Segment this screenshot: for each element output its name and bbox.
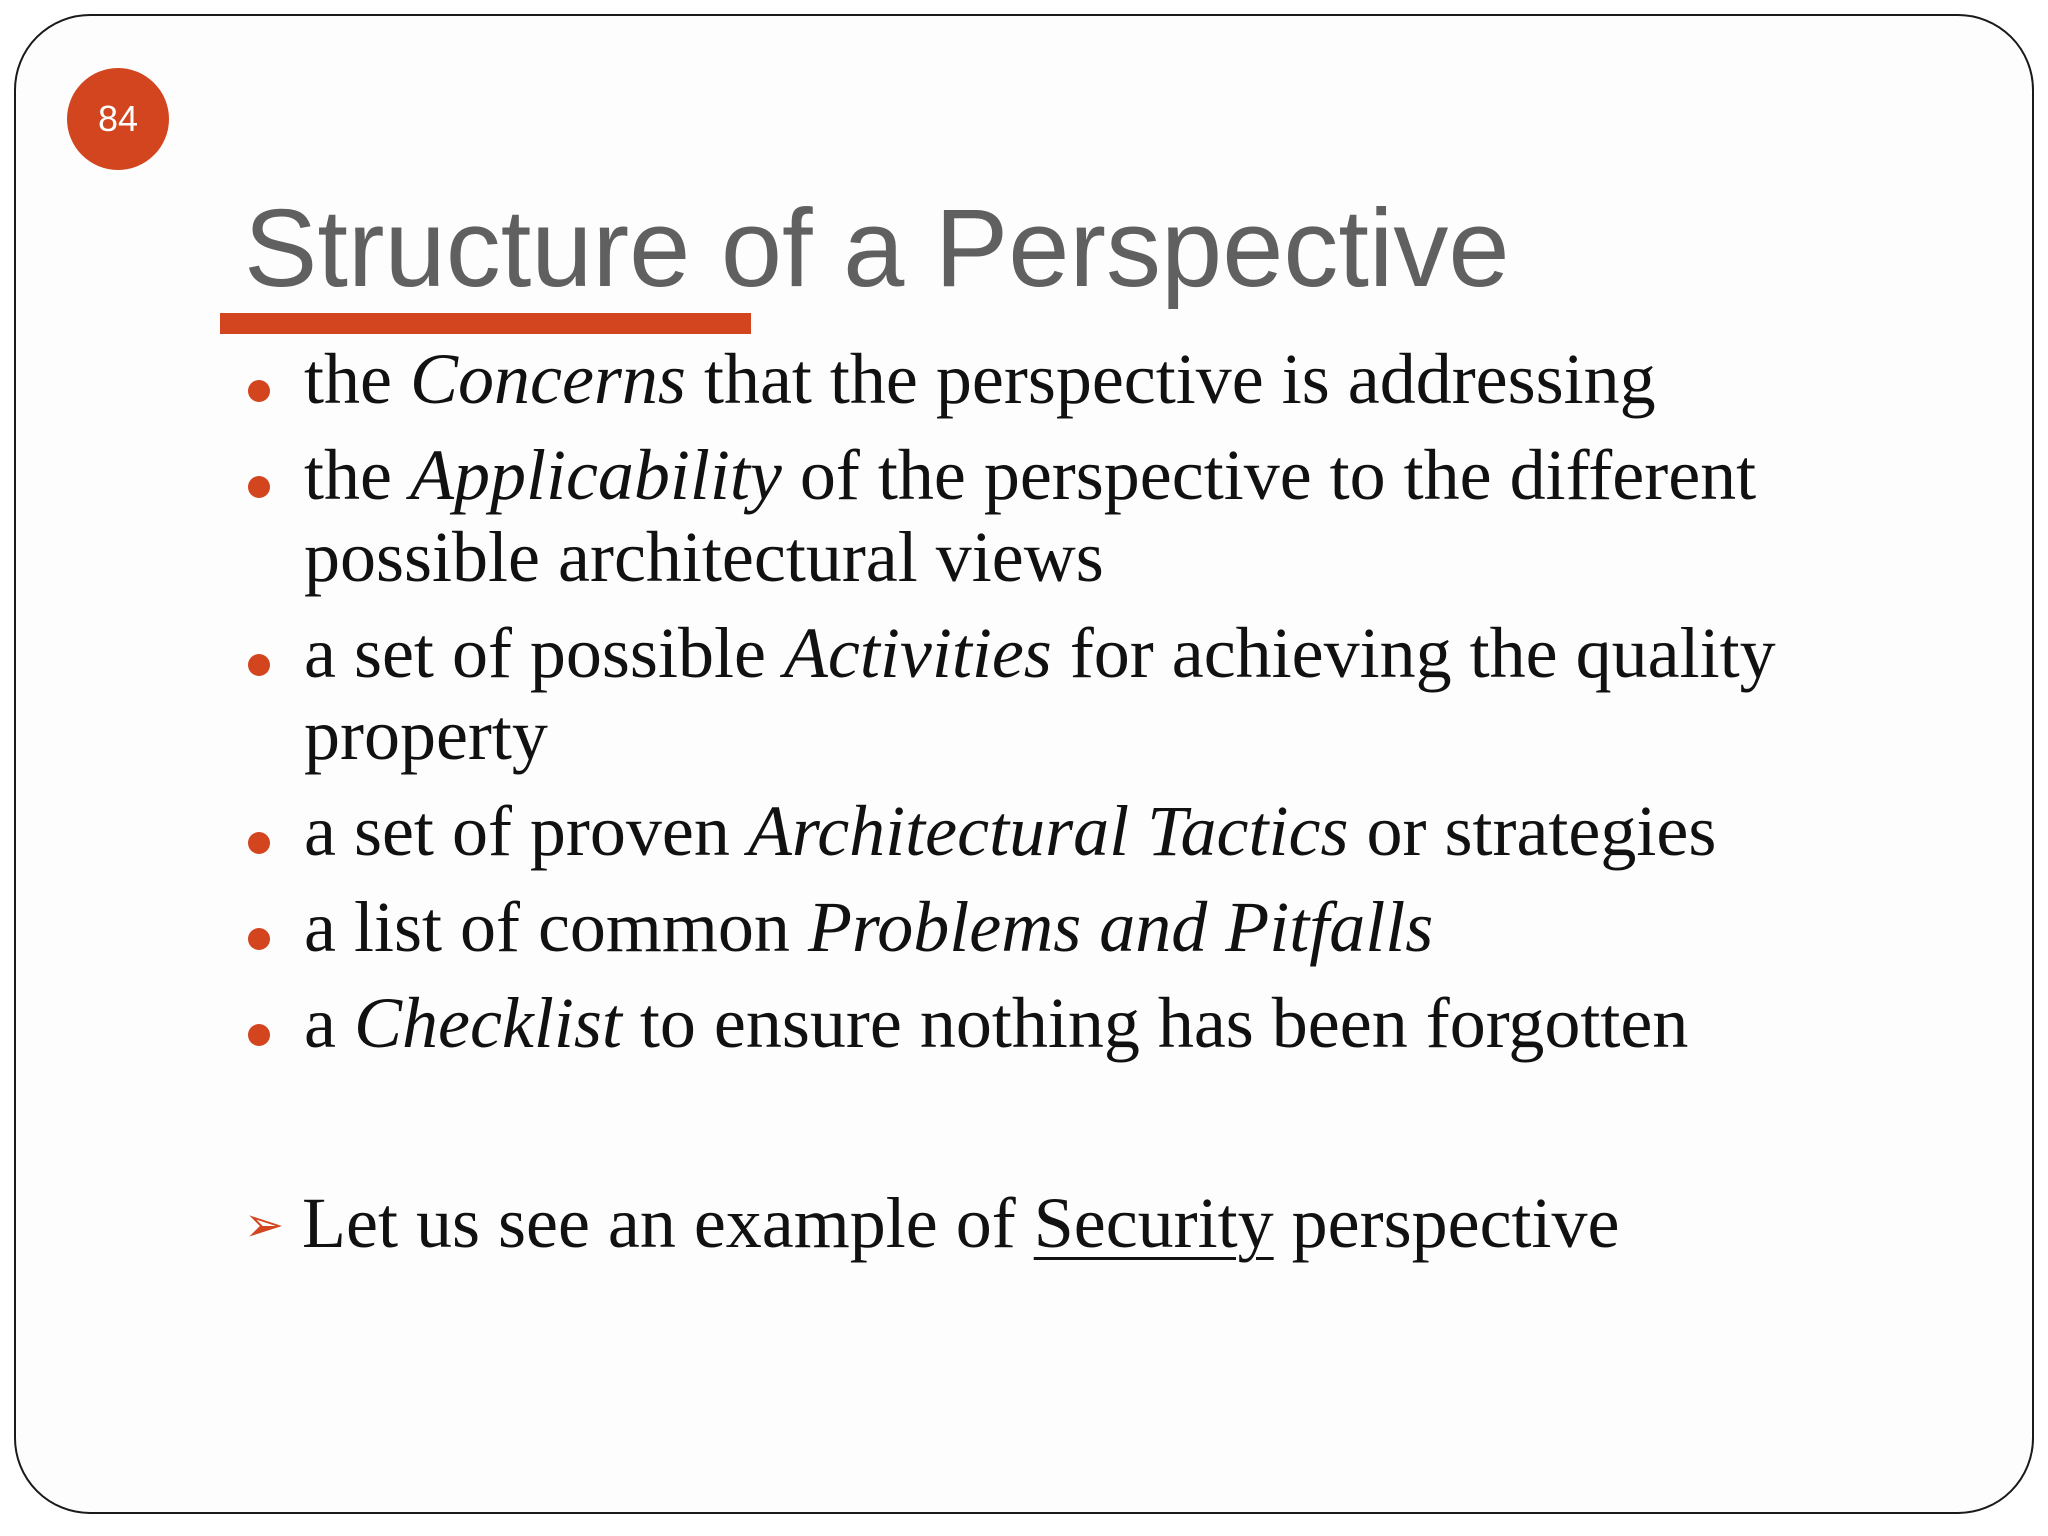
- bullet-item-tactics: [304, 790, 1984, 872]
- bullet-text: the: [304, 435, 410, 515]
- bullet-text: that the perspective is addressing: [685, 339, 1656, 419]
- bullet-item-activities: [304, 612, 1984, 776]
- arrow-bullet-icon: ➢: [244, 1197, 285, 1253]
- bullet-emphasis: Architectural Tactics: [747, 791, 1349, 871]
- callout-text: perspective: [1273, 1183, 1620, 1263]
- bullet-emphasis: Problems and Pitfalls: [807, 887, 1434, 967]
- bullet-emphasis: Applicability: [409, 435, 782, 515]
- callout-line: [244, 1178, 1620, 1270]
- bullet-text: for achieving the quality property: [304, 613, 1776, 775]
- bullet-item-applicability: [304, 434, 1984, 598]
- title-underline: [220, 313, 751, 334]
- bullet-list: [304, 338, 1984, 1078]
- bullet-text: or strategies: [1348, 791, 1717, 871]
- bullet-text: a: [304, 983, 354, 1063]
- bullet-dot-icon: [248, 928, 270, 950]
- bullet-dot-icon: [248, 832, 270, 854]
- slide-number-badge: 84: [67, 68, 169, 170]
- slide: [14, 14, 2034, 1514]
- slide-title: Structure of a Perspective: [244, 187, 1510, 310]
- bullet-text: a set of proven: [304, 791, 748, 871]
- bullet-text: of the perspective to the different possible architectural views: [304, 435, 1757, 597]
- bullet-emphasis: Activities: [783, 613, 1052, 693]
- security-link-text: Security: [1033, 1183, 1274, 1263]
- callout-text: Let us see an example of: [302, 1183, 1034, 1263]
- bullet-emphasis: Concerns: [409, 339, 686, 419]
- bullet-text: the: [304, 339, 410, 419]
- bullet-dot-icon: [248, 380, 270, 402]
- bullet-emphasis: Checklist: [353, 983, 622, 1063]
- bullet-item-concerns: [304, 338, 1984, 420]
- bullet-item-checklist: [304, 982, 1984, 1064]
- bullet-text: to ensure nothing has been forgotten: [621, 983, 1689, 1063]
- bullet-dot-icon: [248, 654, 270, 676]
- bullet-text: a set of possible: [304, 613, 784, 693]
- bullet-item-problems: [304, 886, 1984, 968]
- bullet-text: a list of common: [304, 887, 808, 967]
- bullet-dot-icon: [248, 1024, 270, 1046]
- bullet-dot-icon: [248, 476, 270, 498]
